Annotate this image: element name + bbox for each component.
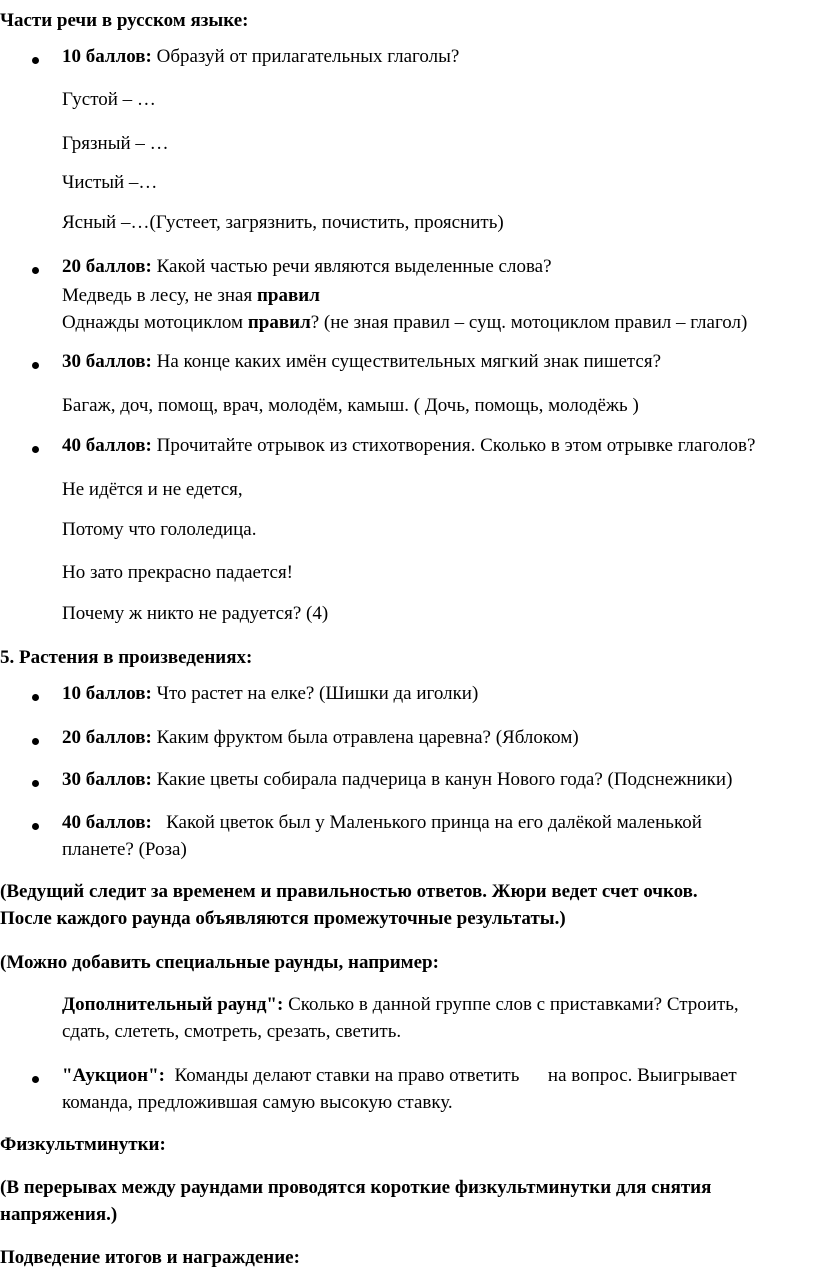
answer-line: Густой – … — [62, 89, 156, 110]
question-text: Образуй от прилагательных глаголы? — [151, 46, 460, 67]
answer-line: Багаж, доч, помощ, врач, молодём, камыш. ( Дочь, помощь, молодёжь ) — [62, 395, 639, 416]
question-20-parts — [62, 255, 552, 279]
bullet-icon — [32, 823, 39, 830]
points-label: 20 баллов: — [62, 727, 152, 748]
list-item — [62, 726, 579, 750]
poem-line: Не идётся и не едется, — [62, 479, 243, 500]
warmup-note-line: напряжения.) — [0, 1204, 118, 1225]
poem-line: Но зато прекрасно падается! — [62, 562, 294, 583]
question-40-parts — [62, 434, 755, 458]
example-text: ? (не зная правил – сущ. мотоциклом правил – глагол) — [310, 312, 748, 333]
special-rounds-title: (Можно добавить специальные раунды, например: — [0, 952, 439, 973]
points-label: 40 баллов: — [62, 812, 152, 833]
example-line — [62, 311, 747, 335]
poem-line: Почему ж никто не радуется? (4) — [62, 603, 329, 624]
question-10-parts — [62, 45, 459, 69]
auction-item — [62, 1064, 737, 1088]
extra-round-item — [62, 993, 739, 1017]
extra-round-text: Сколько в данной группе слов с приставками? Строить, — [283, 994, 739, 1015]
host-note-line: (Ведущий следит за временем и правильностью ответов. Жюри ведет счет очков. — [0, 881, 698, 902]
answer-line: Грязный – … — [62, 133, 169, 154]
question-text-continued: планете? (Роза) — [62, 839, 187, 860]
bullet-icon — [32, 57, 39, 64]
answer-line: Ясный –…(Густеет, загрязнить, почистить, прояснить) — [62, 212, 504, 233]
question-text: На конце каких имён существительных мягкий знак пишется? — [151, 351, 662, 372]
points-label: 40 баллов: — [62, 435, 152, 456]
points-label: 10 баллов: — [62, 683, 152, 704]
question-text: Какие цветы собирала падчерица в канун Нового года? (Подснежники) — [151, 769, 733, 790]
extra-round-text-continued: сдать, слететь, смотреть, срезать, светить. — [62, 1021, 402, 1042]
example-text: Однажды мотоциклом — [62, 312, 248, 333]
list-item — [62, 682, 478, 706]
question-text: Какой цветок был у Маленького принца на его далёкой маленькой — [151, 812, 702, 833]
warmup-title: Физкультминутки: — [0, 1134, 166, 1155]
points-label: 10 баллов: — [62, 46, 152, 67]
highlighted-word: правил — [256, 285, 320, 306]
answer-line: Чистый –… — [62, 172, 158, 193]
question-text: Что растет на елке? (Шишки да иголки) — [151, 683, 479, 704]
bullet-icon — [32, 738, 39, 745]
list-item — [62, 768, 732, 792]
list-item — [62, 811, 702, 835]
question-text: Прочитайте отрывок из стихотворения. Сколько в этом отрывке глаголов? — [151, 435, 756, 456]
warmup-note-line: (В перерывах между раундами проводятся короткие физкультминутки для снятия — [0, 1177, 712, 1198]
host-note-line: После каждого раунда объявляются промежуточные результаты.) — [0, 908, 566, 929]
bullet-icon — [32, 267, 39, 274]
extra-round-label: Дополнительный раунд": — [62, 994, 284, 1015]
bullet-icon — [32, 694, 39, 701]
section-title-parts-of-speech: Части речи в русском языке: — [0, 10, 249, 31]
points-label: 30 баллов: — [62, 769, 152, 790]
auction-text: Команды делают ставки на право ответить на вопрос. Выигрывает — [165, 1065, 737, 1086]
auction-text-continued: команда, предложившая самую высокую ставку. — [62, 1092, 453, 1113]
bullet-icon — [32, 446, 39, 453]
question-text: Какой частью речи являются выделенные слова? — [151, 256, 552, 277]
points-label: 30 баллов: — [62, 351, 152, 372]
bullet-icon — [32, 362, 39, 369]
summary-title: Подведение итогов и награждение: — [0, 1247, 300, 1268]
section-title-plants: 5. Растения в произведениях: — [0, 647, 253, 668]
points-label: 20 баллов: — [62, 256, 152, 277]
example-text: Медведь в лесу, не зная — [62, 285, 257, 306]
poem-line: Потому что гололедица. — [62, 519, 257, 540]
highlighted-word: правил — [247, 312, 311, 333]
auction-label: "Аукцион": — [62, 1065, 165, 1086]
question-text: Каким фруктом была отравлена царевна? (Яблоком) — [151, 727, 579, 748]
bullet-icon — [32, 780, 39, 787]
question-30-parts — [62, 350, 661, 374]
bullet-icon — [32, 1076, 39, 1083]
example-line — [62, 284, 320, 308]
